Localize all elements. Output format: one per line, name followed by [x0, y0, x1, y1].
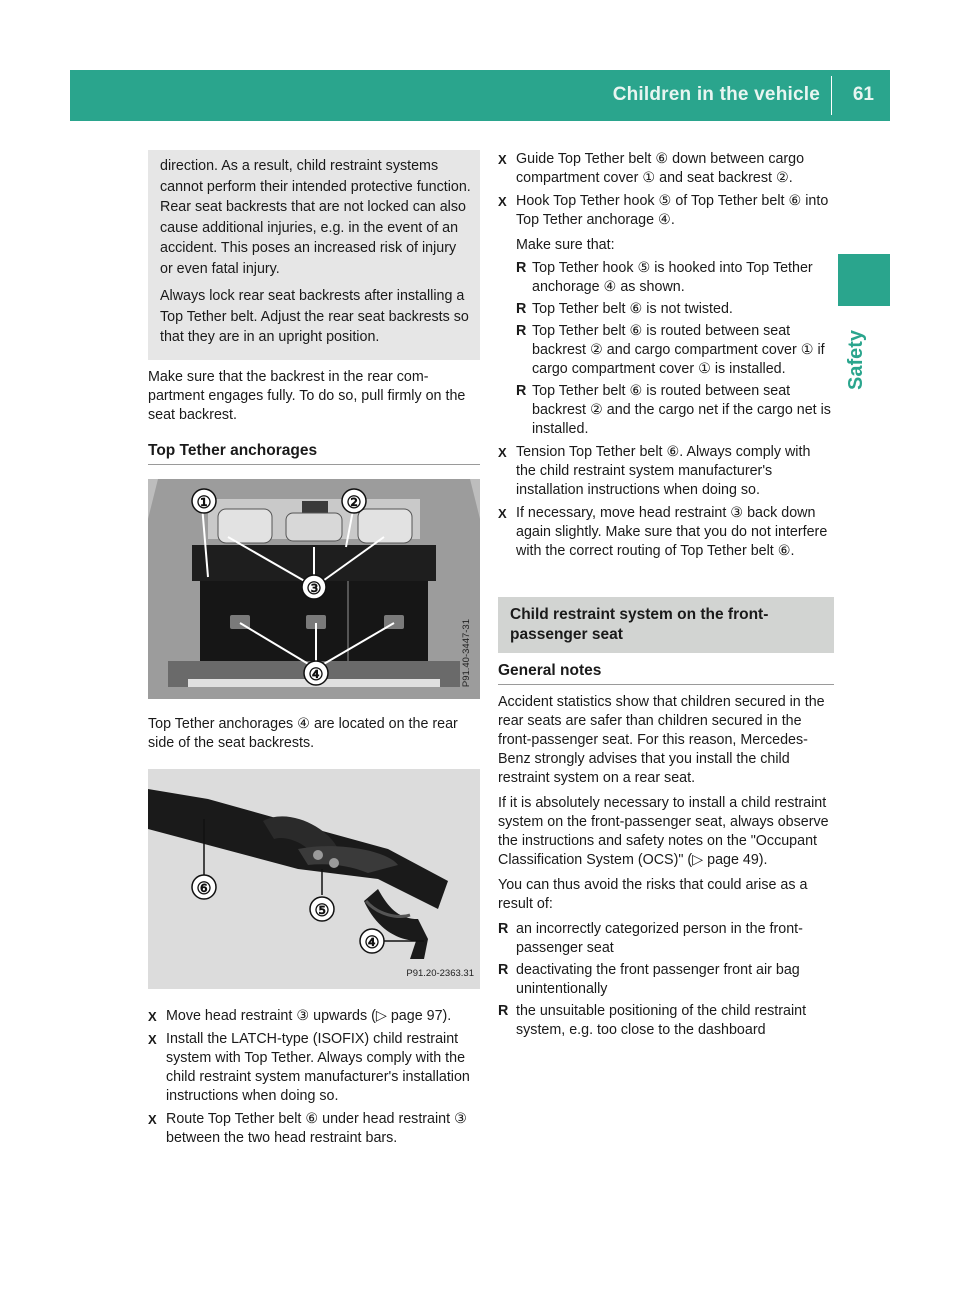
figure2-label-4: ④ — [364, 932, 380, 952]
figure2-label-6: ⑥ — [196, 878, 212, 898]
cargo-compartment-illustration — [148, 479, 480, 699]
step-arrow-icon: X — [498, 506, 507, 521]
heading-top-tether-anchorages: Top Tether anchorages — [148, 441, 480, 465]
caption-anchorages: Top Tether anchorages ④ are located on the rear side of the seat backrests. — [148, 715, 458, 751]
warning-paragraph: Always lock rear seat backrests after installing a Top Tether belt. Adjust the rear seat backrests so that they are in an upright position. — [160, 288, 469, 345]
bullet-text: the unsuitable positioning of the child restraint system, e.g. too close to the dashboard — [516, 1003, 807, 1038]
figure1-label-3: ③ — [306, 578, 322, 598]
step-item — [498, 150, 834, 188]
bullet-text: Top Tether belt ⑥ is routed between seat backrest ② and cargo compartment cover ① if cargo compartment cover ① is installed. — [532, 323, 825, 377]
list-item — [516, 322, 834, 379]
bullet-text: an incorrectly categorized person in the front-passenger seat — [516, 921, 803, 956]
step-text: Guide Top Tether belt ⑥ down between cargo compartment cover ① and seat backrest ②. — [516, 151, 805, 186]
step-text: Install the LATCH-type (ISOFIX) child restraint system with Top Tether. Always comply with the child restraint system manufacturer's installation instructions when doing so. — [166, 1030, 470, 1104]
step-item — [148, 1030, 480, 1106]
top-tether-hook-illustration — [148, 769, 480, 989]
bullet-text: Top Tether belt ⑥ is routed between seat backrest ② and the cargo net if the cargo net is installed. — [532, 383, 831, 437]
bullet-text: Top Tether belt ⑥ is not twisted. — [532, 301, 733, 317]
step-item — [498, 443, 834, 500]
step-item — [498, 192, 834, 439]
step-arrow-icon: X — [498, 152, 507, 167]
step-arrow-icon: X — [148, 1008, 157, 1024]
step-text: Hook Top Tether hook ⑤ of Top Tether belt ⑥ into Top Tether anchorage ④. — [516, 193, 829, 228]
bullet-icon: R — [498, 921, 509, 937]
list-item — [498, 920, 834, 958]
list-item — [498, 1002, 834, 1040]
bullet-icon: R — [516, 260, 527, 276]
step-item — [498, 504, 834, 561]
figure-top-tether-hook — [148, 769, 480, 989]
figure2-code: P91.20-2363.31 — [406, 967, 474, 979]
section-tab-marker — [838, 254, 890, 306]
figure1-code: P91.40-3447-31 — [461, 618, 472, 687]
step-text: If necessary, move head restraint ③ back down again slightly. Make sure that you do not interfere with the correct routing of Top Tether belt ⑥. — [516, 505, 828, 559]
body-paragraph: You can thus avoid the risks that could arise as a result of: — [498, 877, 808, 912]
make-sure-label: Make sure that: — [516, 237, 615, 253]
header-divider — [831, 76, 832, 115]
body-paragraph: If it is absolutely necessary to install a child restraint system on the front-passenger seat, always observe the instructions and safety notes on the "Occupant Classification System (OCS)" (▷ page 49). — [498, 795, 829, 868]
figure-cargo-compartment — [148, 479, 480, 699]
heading-front-passenger-seat: Child restraint system on the front-passenger seat — [498, 597, 834, 653]
right-column — [498, 150, 834, 1043]
heading-general-notes: General notes — [498, 661, 834, 685]
bullet-text: Top Tether hook ⑤ is hooked into Top Tether anchorage ④ as shown. — [532, 260, 813, 295]
body-paragraph: Accident statistics show that children secured in the rear seats are safer than children secured in the front-passenger seat. For this reason, Mercedes-Benz strongly advises that you install the child restraint system on a rear seat. — [498, 694, 825, 786]
step-item — [148, 1007, 480, 1026]
list-item — [498, 961, 834, 999]
figure1-label-2: ② — [346, 492, 362, 512]
bullet-text: deactivating the front passenger front air bag unintentionally — [516, 962, 800, 997]
section-tab-label: Safety — [845, 329, 867, 390]
make-sure-list — [516, 259, 834, 439]
bullet-icon: R — [498, 962, 509, 978]
list-item — [516, 300, 834, 319]
step-text: Tension Top Tether belt ⑥. Always comply with the child restraint system manufacturer's installation instructions when doing so. — [516, 444, 811, 498]
warning-paragraph: direction. As a result, child restraint systems cannot perform their intended protective function. Rear seat backrests that are not locked can also cause additional injuries, e.g. in the event of an accident. This poses an increased risk of injury or even fatal injury. — [160, 158, 471, 277]
step-arrow-icon: X — [498, 194, 507, 209]
bullet-icon: R — [516, 383, 527, 399]
step-arrow-icon: X — [498, 445, 507, 460]
bullet-icon: R — [498, 1003, 509, 1019]
list-item — [516, 382, 834, 439]
page-number: 61 — [852, 84, 874, 105]
step-arrow-icon: X — [148, 1031, 157, 1047]
warning-box — [148, 150, 480, 360]
figure1-label-4: ④ — [308, 664, 324, 684]
left-column — [148, 150, 480, 1152]
header-bar — [70, 70, 890, 121]
list-item — [516, 259, 834, 297]
figure1-label-1: ① — [196, 492, 212, 512]
bullet-icon: R — [516, 323, 527, 339]
step-item — [148, 1110, 480, 1148]
chapter-title: Children in the vehicle — [612, 84, 820, 105]
step-text: Move head restraint ③ upwards (▷ page 97). — [166, 1007, 452, 1024]
step-text: Route Top Tether belt ⑥ under head restraint ③ between the two head restraint bars. — [166, 1110, 467, 1146]
intro-paragraph: Make sure that the backrest in the rear compartment engages fully. To do so, pull firmly on the seat backrest. — [148, 368, 466, 423]
step-arrow-icon: X — [148, 1111, 157, 1127]
figure2-label-5: ⑤ — [314, 900, 330, 920]
bullet-icon: R — [516, 301, 527, 317]
